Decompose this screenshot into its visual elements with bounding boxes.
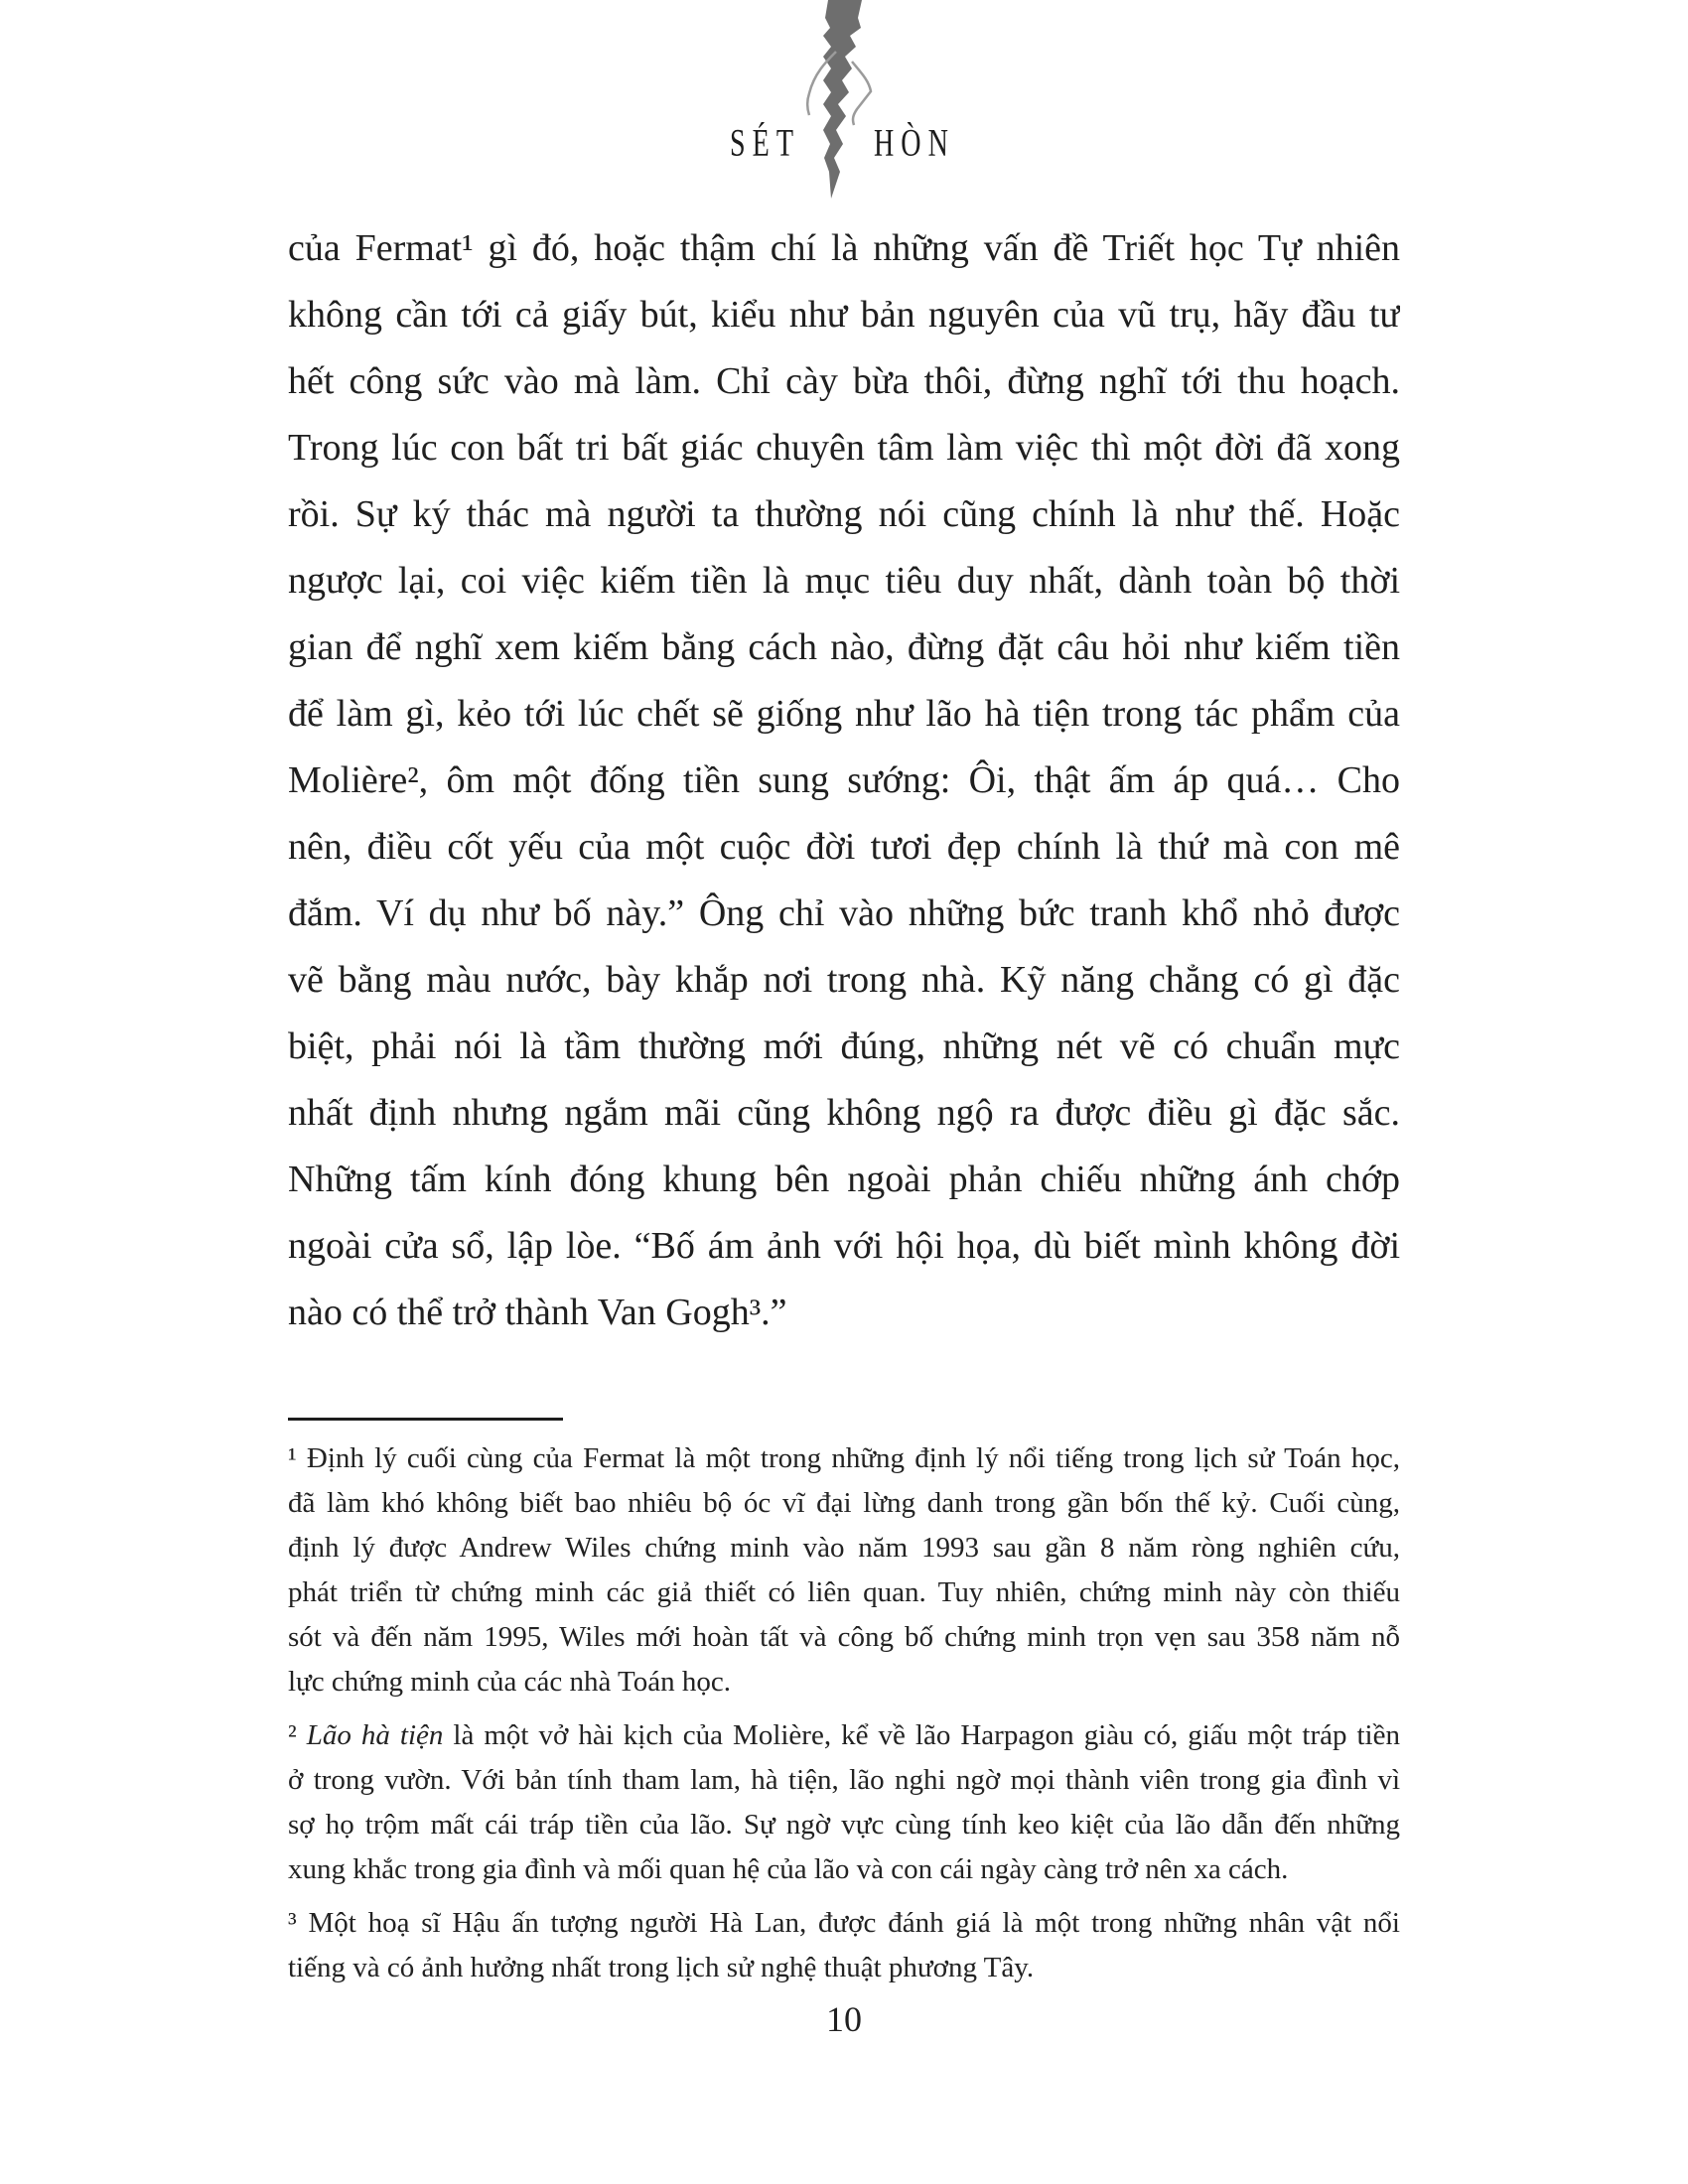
body-text <box>288 215 1400 1346</box>
footnote <box>288 1713 1400 1892</box>
footnote-line: phát triển từ chứng minh các giả thiết có liên quan. Tuy nhiên, chứng minh này còn thiếu <box>288 1576 1400 1608</box>
page-number: 10 <box>826 1999 862 2039</box>
body-line: hết công sức vào mà làm. Chỉ cày bừa thôi, đừng nghĩ tới thu hoạch. <box>288 360 1400 402</box>
body-line: ngược lại, coi việc kiếm tiền là mục tiêu duy nhất, dành toàn bộ thời <box>288 560 1400 602</box>
running-title-left: SÉT <box>730 120 800 165</box>
body-line: để làm gì, kẻo tới lúc chết sẽ giống như lão hà tiện trong tác phẩm của <box>288 693 1400 735</box>
body-line: nên, điều cốt yếu của một cuộc đời tươi đẹp chính là thứ mà con mê <box>288 826 1400 868</box>
footnote-italic-title: Lão hà tiện <box>306 1719 444 1751</box>
footnote-line: tiếng và có ảnh hưởng nhất trong lịch sử nghệ thuật phương Tây. <box>288 1952 1035 1983</box>
body-line: đắm. Ví dụ như bố này.” Ông chỉ vào những bức tranh khổ nhỏ được <box>288 892 1400 934</box>
body-line: Trong lúc con bất tri bất giác chuyên tâm làm việc thì một đời đã xong <box>288 427 1400 469</box>
footnote-line: sót và đến năm 1995, Wiles mới hoàn tất và công bố chứng minh trọn vẹn sau 358 năm nỗ <box>288 1621 1400 1653</box>
footnote-line: đã làm khó không biết bao nhiêu bộ óc vĩ đại lừng danh trong gần bốn thế kỷ. Cuối cùng, <box>288 1487 1400 1519</box>
footnote <box>288 1436 1400 1705</box>
body-line: rồi. Sự ký thác mà người ta thường nói cũng chính là như thế. Hoặc <box>288 493 1400 535</box>
lightning-bolt-main <box>823 0 862 199</box>
body-line: của Fermat¹ gì đó, hoặc thậm chí là những vấn đề Triết học Tự nhiên <box>288 227 1400 269</box>
body-line: biệt, phải nói là tầm thường mới đúng, những nét vẽ có chuẩn mực <box>288 1025 1400 1067</box>
footnote-line: ở trong vườn. Với bản tính tham lam, hà tiện, lão nghi ngờ mọi thành viên trong gia đình vì <box>288 1764 1400 1796</box>
footnote-separator <box>288 1418 563 1421</box>
body-line: Những tấm kính đóng khung bên ngoài phản chiếu những ánh chớp <box>288 1159 1400 1200</box>
footnotes <box>288 1436 1400 1990</box>
body-line: vẽ bằng màu nước, bày khắp nơi trong nhà. Kỹ năng chẳng có gì đặc <box>288 959 1400 1001</box>
footnote-line: lực chứng minh của các nhà Toán học. <box>288 1666 731 1698</box>
lightning-bolt-branch-right <box>852 62 871 125</box>
body-line: nào có thể trở thành Van Gogh³.” <box>288 1292 787 1333</box>
lightning-bolt-icon <box>800 0 888 204</box>
footnote-line: sợ họ trộm mất cái tráp tiền của lão. Sự ngờ vực cùng tính keo kiệt của lão dẫn đến những <box>288 1809 1400 1841</box>
body-line: nhất định nhưng ngắm mãi cũng không ngộ ra được điều gì đặc sắc. <box>288 1092 1400 1134</box>
body-line: ngoài cửa sổ, lập lòe. “Bố ám ảnh với hội họa, dù biết mình không đời <box>288 1225 1400 1267</box>
body-line: Molière², ôm một đống tiền sung sướng: Ôi, thật ấm áp quá… Cho <box>288 759 1400 801</box>
footnote-line: ² Lão hà tiện là một vở hài kịch của Molière, kể về lão Harpagon giàu có, giấu một tráp tiền <box>288 1719 1400 1751</box>
footnote <box>288 1901 1400 1990</box>
footnote-line: xung khắc trong gia đình và mối quan hệ của lão và con cái ngày càng trở nên xa cách. <box>288 1853 1289 1885</box>
body-line: không cần tới cả giấy bút, kiểu như bản nguyên của vũ trụ, hãy đầu tư <box>288 294 1400 336</box>
footnote-line: ³ Một hoạ sĩ Hậu ấn tượng người Hà Lan, được đánh giá là một trong những nhân vật nổi <box>288 1907 1400 1939</box>
footnote-line: định lý được Andrew Wiles chứng minh vào năm 1993 sau gần 8 năm ròng nghiên cứu, <box>288 1532 1400 1564</box>
body-line: gian để nghĩ xem kiếm bằng cách nào, đừng đặt câu hỏi như kiếm tiền <box>288 626 1400 668</box>
footnote-line: ¹ Định lý cuối cùng của Fermat là một trong những định lý nổi tiếng trong lịch sử Toán học, <box>288 1442 1400 1474</box>
running-title-right: HÒN <box>874 120 955 165</box>
